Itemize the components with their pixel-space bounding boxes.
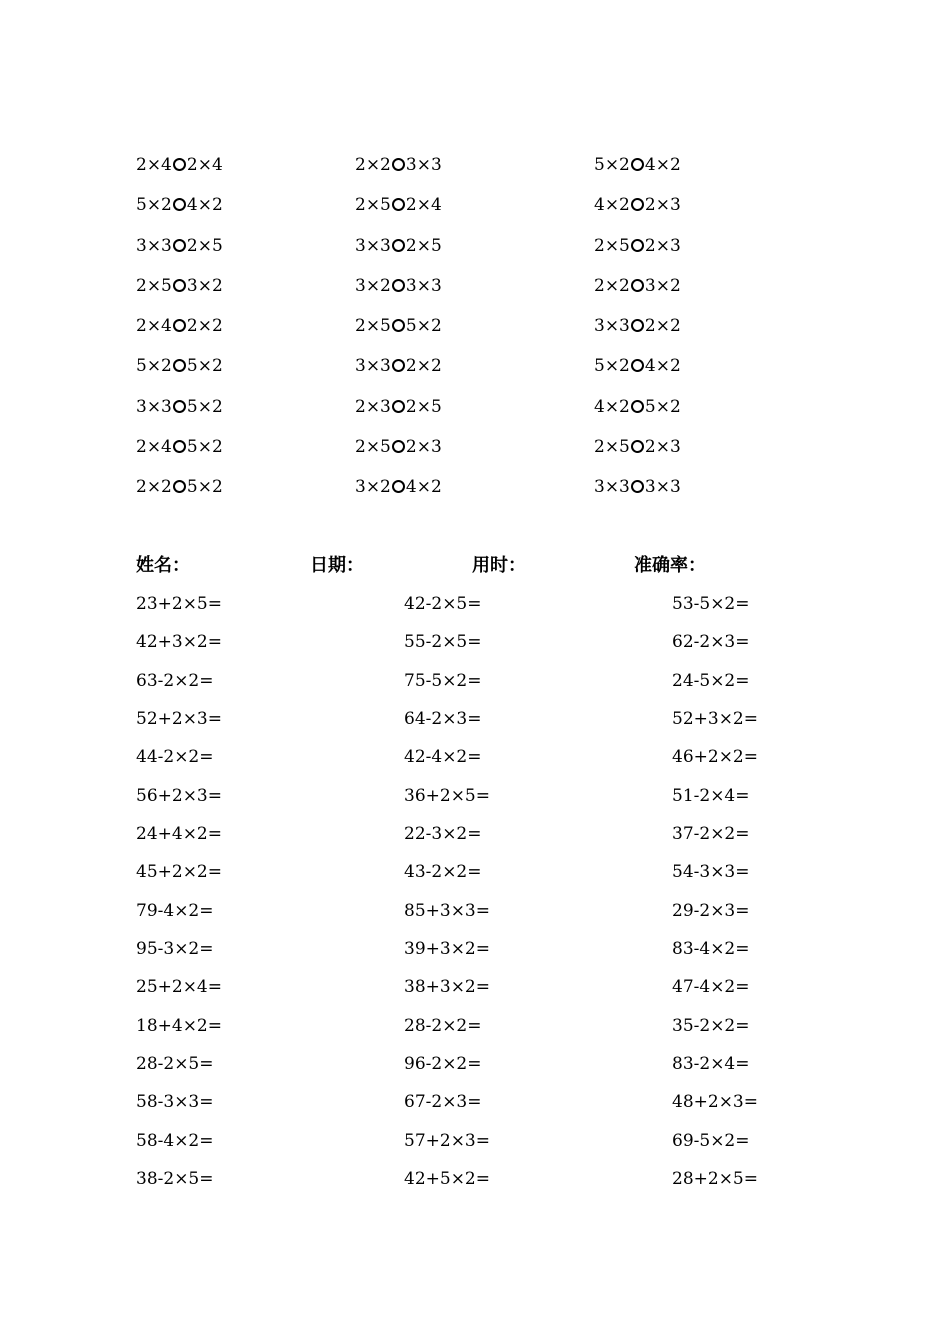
accuracy-label: 准确率： bbox=[634, 555, 706, 576]
arithmetic-problem: 43-2×2= bbox=[404, 862, 482, 883]
answer-circle[interactable] bbox=[392, 440, 405, 453]
answer-circle[interactable] bbox=[631, 480, 644, 493]
left-expression: 3×3 bbox=[355, 356, 391, 377]
right-expression: 2×5 bbox=[405, 396, 442, 417]
comparison-problem bbox=[594, 432, 681, 472]
arithmetic-problem: 47-4×2= bbox=[672, 977, 750, 998]
left-expression: 2×2 bbox=[136, 477, 172, 498]
arithmetic-problem: 83-4×2= bbox=[672, 939, 750, 960]
comparison-problem bbox=[594, 392, 681, 432]
right-expression: 2×3 bbox=[644, 195, 681, 216]
answer-circle[interactable] bbox=[173, 158, 186, 171]
answer-circle[interactable] bbox=[392, 198, 405, 211]
arithmetic-problem: 79-4×2= bbox=[136, 900, 214, 921]
answer-circle[interactable] bbox=[631, 158, 644, 171]
comparison-problem bbox=[355, 351, 442, 391]
right-expression: 3×3 bbox=[644, 477, 681, 498]
comparison-column bbox=[355, 150, 442, 513]
right-expression: 2×3 bbox=[644, 437, 681, 458]
comparison-problem bbox=[355, 190, 442, 230]
comparison-problem bbox=[355, 271, 442, 311]
comparison-problem bbox=[136, 311, 223, 351]
comparison-problem bbox=[355, 231, 442, 271]
answer-circle[interactable] bbox=[173, 239, 186, 252]
arithmetic-problem: 95-3×2= bbox=[136, 939, 214, 960]
right-expression: 2×5 bbox=[186, 235, 223, 256]
comparison-problem bbox=[594, 150, 681, 190]
arithmetic-problem: 42+5×2= bbox=[404, 1169, 490, 1190]
left-expression: 2×5 bbox=[355, 437, 391, 458]
right-expression: 3×3 bbox=[405, 275, 442, 296]
right-expression: 3×2 bbox=[186, 275, 223, 296]
arithmetic-problem: 25+2×4= bbox=[136, 977, 222, 998]
arithmetic-problem: 52+3×2= bbox=[672, 709, 758, 730]
arithmetic-problem: 75-5×2= bbox=[404, 670, 482, 691]
answer-circle[interactable] bbox=[631, 440, 644, 453]
arithmetic-problem: 28-2×2= bbox=[404, 1015, 482, 1036]
arithmetic-problem: 63-2×2= bbox=[136, 670, 214, 691]
answer-circle[interactable] bbox=[392, 359, 405, 372]
left-expression: 3×3 bbox=[594, 316, 630, 337]
arithmetic-problem: 42-4×2= bbox=[404, 747, 482, 768]
left-expression: 2×4 bbox=[136, 316, 172, 337]
left-expression: 2×5 bbox=[594, 437, 630, 458]
arithmetic-problem: 24+4×2= bbox=[136, 824, 222, 845]
arithmetic-problem: 62-2×3= bbox=[672, 632, 750, 653]
right-expression: 3×2 bbox=[644, 275, 681, 296]
comparison-problem bbox=[594, 472, 681, 512]
arithmetic-problem: 69-5×2= bbox=[672, 1130, 750, 1151]
arithmetic-problem: 53-5×2= bbox=[672, 594, 750, 614]
right-expression: 5×2 bbox=[186, 477, 223, 498]
arithmetic-problem: 83-2×4= bbox=[672, 1054, 750, 1075]
arithmetic-problem: 46+2×2= bbox=[672, 747, 758, 768]
comparison-column bbox=[594, 150, 681, 513]
arithmetic-problem: 28-2×5= bbox=[136, 1054, 214, 1075]
answer-circle[interactable] bbox=[173, 480, 186, 493]
comparison-problem bbox=[136, 271, 223, 311]
left-expression: 2×4 bbox=[136, 437, 172, 458]
answer-circle[interactable] bbox=[392, 480, 405, 493]
comparison-problem bbox=[136, 351, 223, 391]
left-expression: 2×5 bbox=[594, 235, 630, 256]
left-expression: 3×2 bbox=[355, 477, 391, 498]
arithmetic-problem: 29-2×3= bbox=[672, 900, 750, 921]
answer-circle[interactable] bbox=[631, 279, 644, 292]
right-expression: 4×2 bbox=[405, 477, 442, 498]
comparison-problem bbox=[594, 231, 681, 271]
answer-circle[interactable] bbox=[173, 440, 186, 453]
left-expression: 4×2 bbox=[594, 396, 630, 417]
arithmetic-problem: 58-4×2= bbox=[136, 1130, 214, 1151]
arithmetic-problem: 57+2×3= bbox=[404, 1130, 490, 1151]
right-expression: 2×4 bbox=[186, 155, 223, 175]
answer-circle[interactable] bbox=[392, 279, 405, 292]
right-expression: 3×3 bbox=[405, 155, 442, 175]
comparison-problem bbox=[136, 392, 223, 432]
left-expression: 2×5 bbox=[355, 316, 391, 337]
answer-circle[interactable] bbox=[631, 198, 644, 211]
time-label: 用时： bbox=[472, 555, 526, 576]
arithmetic-problem: 55-2×5= bbox=[404, 632, 482, 653]
answer-circle[interactable] bbox=[631, 359, 644, 372]
arithmetic-problem: 39+3×2= bbox=[404, 939, 490, 960]
comparison-problem bbox=[594, 311, 681, 351]
answer-circle[interactable] bbox=[173, 198, 186, 211]
answer-circle[interactable] bbox=[173, 279, 186, 292]
arithmetic-problem: 58-3×3= bbox=[136, 1092, 214, 1113]
left-expression: 3×3 bbox=[136, 235, 172, 256]
right-expression: 5×2 bbox=[186, 356, 223, 377]
comparison-column bbox=[136, 150, 223, 513]
right-expression: 2×2 bbox=[405, 356, 442, 377]
answer-circle[interactable] bbox=[392, 158, 405, 171]
arithmetic-problem: 37-2×2= bbox=[672, 824, 750, 845]
left-expression: 2×3 bbox=[355, 396, 391, 417]
left-expression: 3×3 bbox=[136, 396, 172, 417]
comparison-problem bbox=[136, 472, 223, 512]
right-expression: 5×2 bbox=[186, 437, 223, 458]
comparison-problem bbox=[594, 190, 681, 230]
arithmetic-column bbox=[672, 590, 758, 1204]
left-expression: 4×2 bbox=[594, 195, 630, 216]
left-expression: 2×4 bbox=[136, 155, 172, 175]
answer-circle[interactable] bbox=[631, 319, 644, 332]
left-expression: 5×2 bbox=[136, 195, 172, 216]
arithmetic-column bbox=[404, 590, 490, 1204]
comparison-problem bbox=[136, 150, 223, 190]
arithmetic-problem: 54-3×3= bbox=[672, 862, 750, 883]
arithmetic-problem: 56+2×3= bbox=[136, 785, 222, 806]
name-label: 姓名： bbox=[136, 555, 190, 576]
arithmetic-problem: 45+2×2= bbox=[136, 862, 222, 883]
right-expression: 4×2 bbox=[186, 195, 223, 216]
right-expression: 2×2 bbox=[186, 316, 223, 337]
arithmetic-problem: 67-2×3= bbox=[404, 1092, 482, 1113]
answer-circle[interactable] bbox=[392, 400, 405, 413]
right-expression: 4×2 bbox=[644, 356, 681, 377]
comparison-problem bbox=[594, 351, 681, 391]
answer-circle[interactable] bbox=[392, 319, 405, 332]
right-expression: 5×2 bbox=[186, 396, 223, 417]
left-expression: 5×2 bbox=[594, 356, 630, 377]
right-expression: 2×3 bbox=[405, 437, 442, 458]
arithmetic-problem: 51-2×4= bbox=[672, 785, 750, 806]
arithmetic-problem: 28+2×5= bbox=[672, 1169, 758, 1190]
arithmetic-problem: 85+3×3= bbox=[404, 900, 490, 921]
answer-circle[interactable] bbox=[631, 400, 644, 413]
comparison-problem bbox=[136, 231, 223, 271]
answer-circle[interactable] bbox=[173, 319, 186, 332]
left-expression: 2×2 bbox=[594, 275, 630, 296]
date-label: 日期： bbox=[310, 555, 364, 576]
arithmetic-problem: 38+3×2= bbox=[404, 977, 490, 998]
comparison-problem bbox=[136, 190, 223, 230]
right-expression: 2×3 bbox=[644, 235, 681, 256]
left-expression: 2×5 bbox=[136, 275, 172, 296]
arithmetic-problem: 96-2×2= bbox=[404, 1054, 482, 1075]
answer-circle[interactable] bbox=[173, 400, 186, 413]
arithmetic-problem: 23+2×5= bbox=[136, 594, 222, 614]
right-expression: 4×2 bbox=[644, 155, 681, 175]
arithmetic-problem: 44-2×2= bbox=[136, 747, 214, 768]
arithmetic-column bbox=[136, 590, 222, 1204]
arithmetic-problem: 24-5×2= bbox=[672, 670, 750, 691]
arithmetic-problem: 36+2×5= bbox=[404, 785, 490, 806]
answer-circle[interactable] bbox=[173, 359, 186, 372]
left-expression: 3×2 bbox=[355, 275, 391, 296]
right-expression: 2×5 bbox=[405, 235, 442, 256]
arithmetic-problem: 64-2×3= bbox=[404, 709, 482, 730]
arithmetic-problem: 52+2×3= bbox=[136, 709, 222, 730]
comparison-problem bbox=[136, 432, 223, 472]
comparison-problem bbox=[355, 150, 442, 190]
comparison-problem bbox=[355, 472, 442, 512]
left-expression: 5×2 bbox=[594, 155, 630, 175]
left-expression: 5×2 bbox=[136, 356, 172, 377]
left-expression: 2×5 bbox=[355, 195, 391, 216]
comparison-problem bbox=[355, 392, 442, 432]
comparison-problem bbox=[355, 432, 442, 472]
arithmetic-problem: 35-2×2= bbox=[672, 1015, 750, 1036]
arithmetic-problem: 18+4×2= bbox=[136, 1015, 222, 1036]
left-expression: 3×3 bbox=[355, 235, 391, 256]
comparison-problem bbox=[594, 271, 681, 311]
arithmetic-problem: 22-3×2= bbox=[404, 824, 482, 845]
right-expression: 2×4 bbox=[405, 195, 442, 216]
right-expression: 5×2 bbox=[644, 396, 681, 417]
left-expression: 2×2 bbox=[355, 155, 391, 175]
answer-circle[interactable] bbox=[631, 239, 644, 252]
arithmetic-problem: 48+2×3= bbox=[672, 1092, 758, 1113]
right-expression: 5×2 bbox=[405, 316, 442, 337]
arithmetic-problem: 38-2×5= bbox=[136, 1169, 214, 1190]
right-expression: 2×2 bbox=[644, 316, 681, 337]
arithmetic-problem: 42+3×2= bbox=[136, 632, 222, 653]
comparison-problem bbox=[355, 311, 442, 351]
arithmetic-problem: 42-2×5= bbox=[404, 594, 482, 614]
answer-circle[interactable] bbox=[392, 239, 405, 252]
left-expression: 3×3 bbox=[594, 477, 630, 498]
